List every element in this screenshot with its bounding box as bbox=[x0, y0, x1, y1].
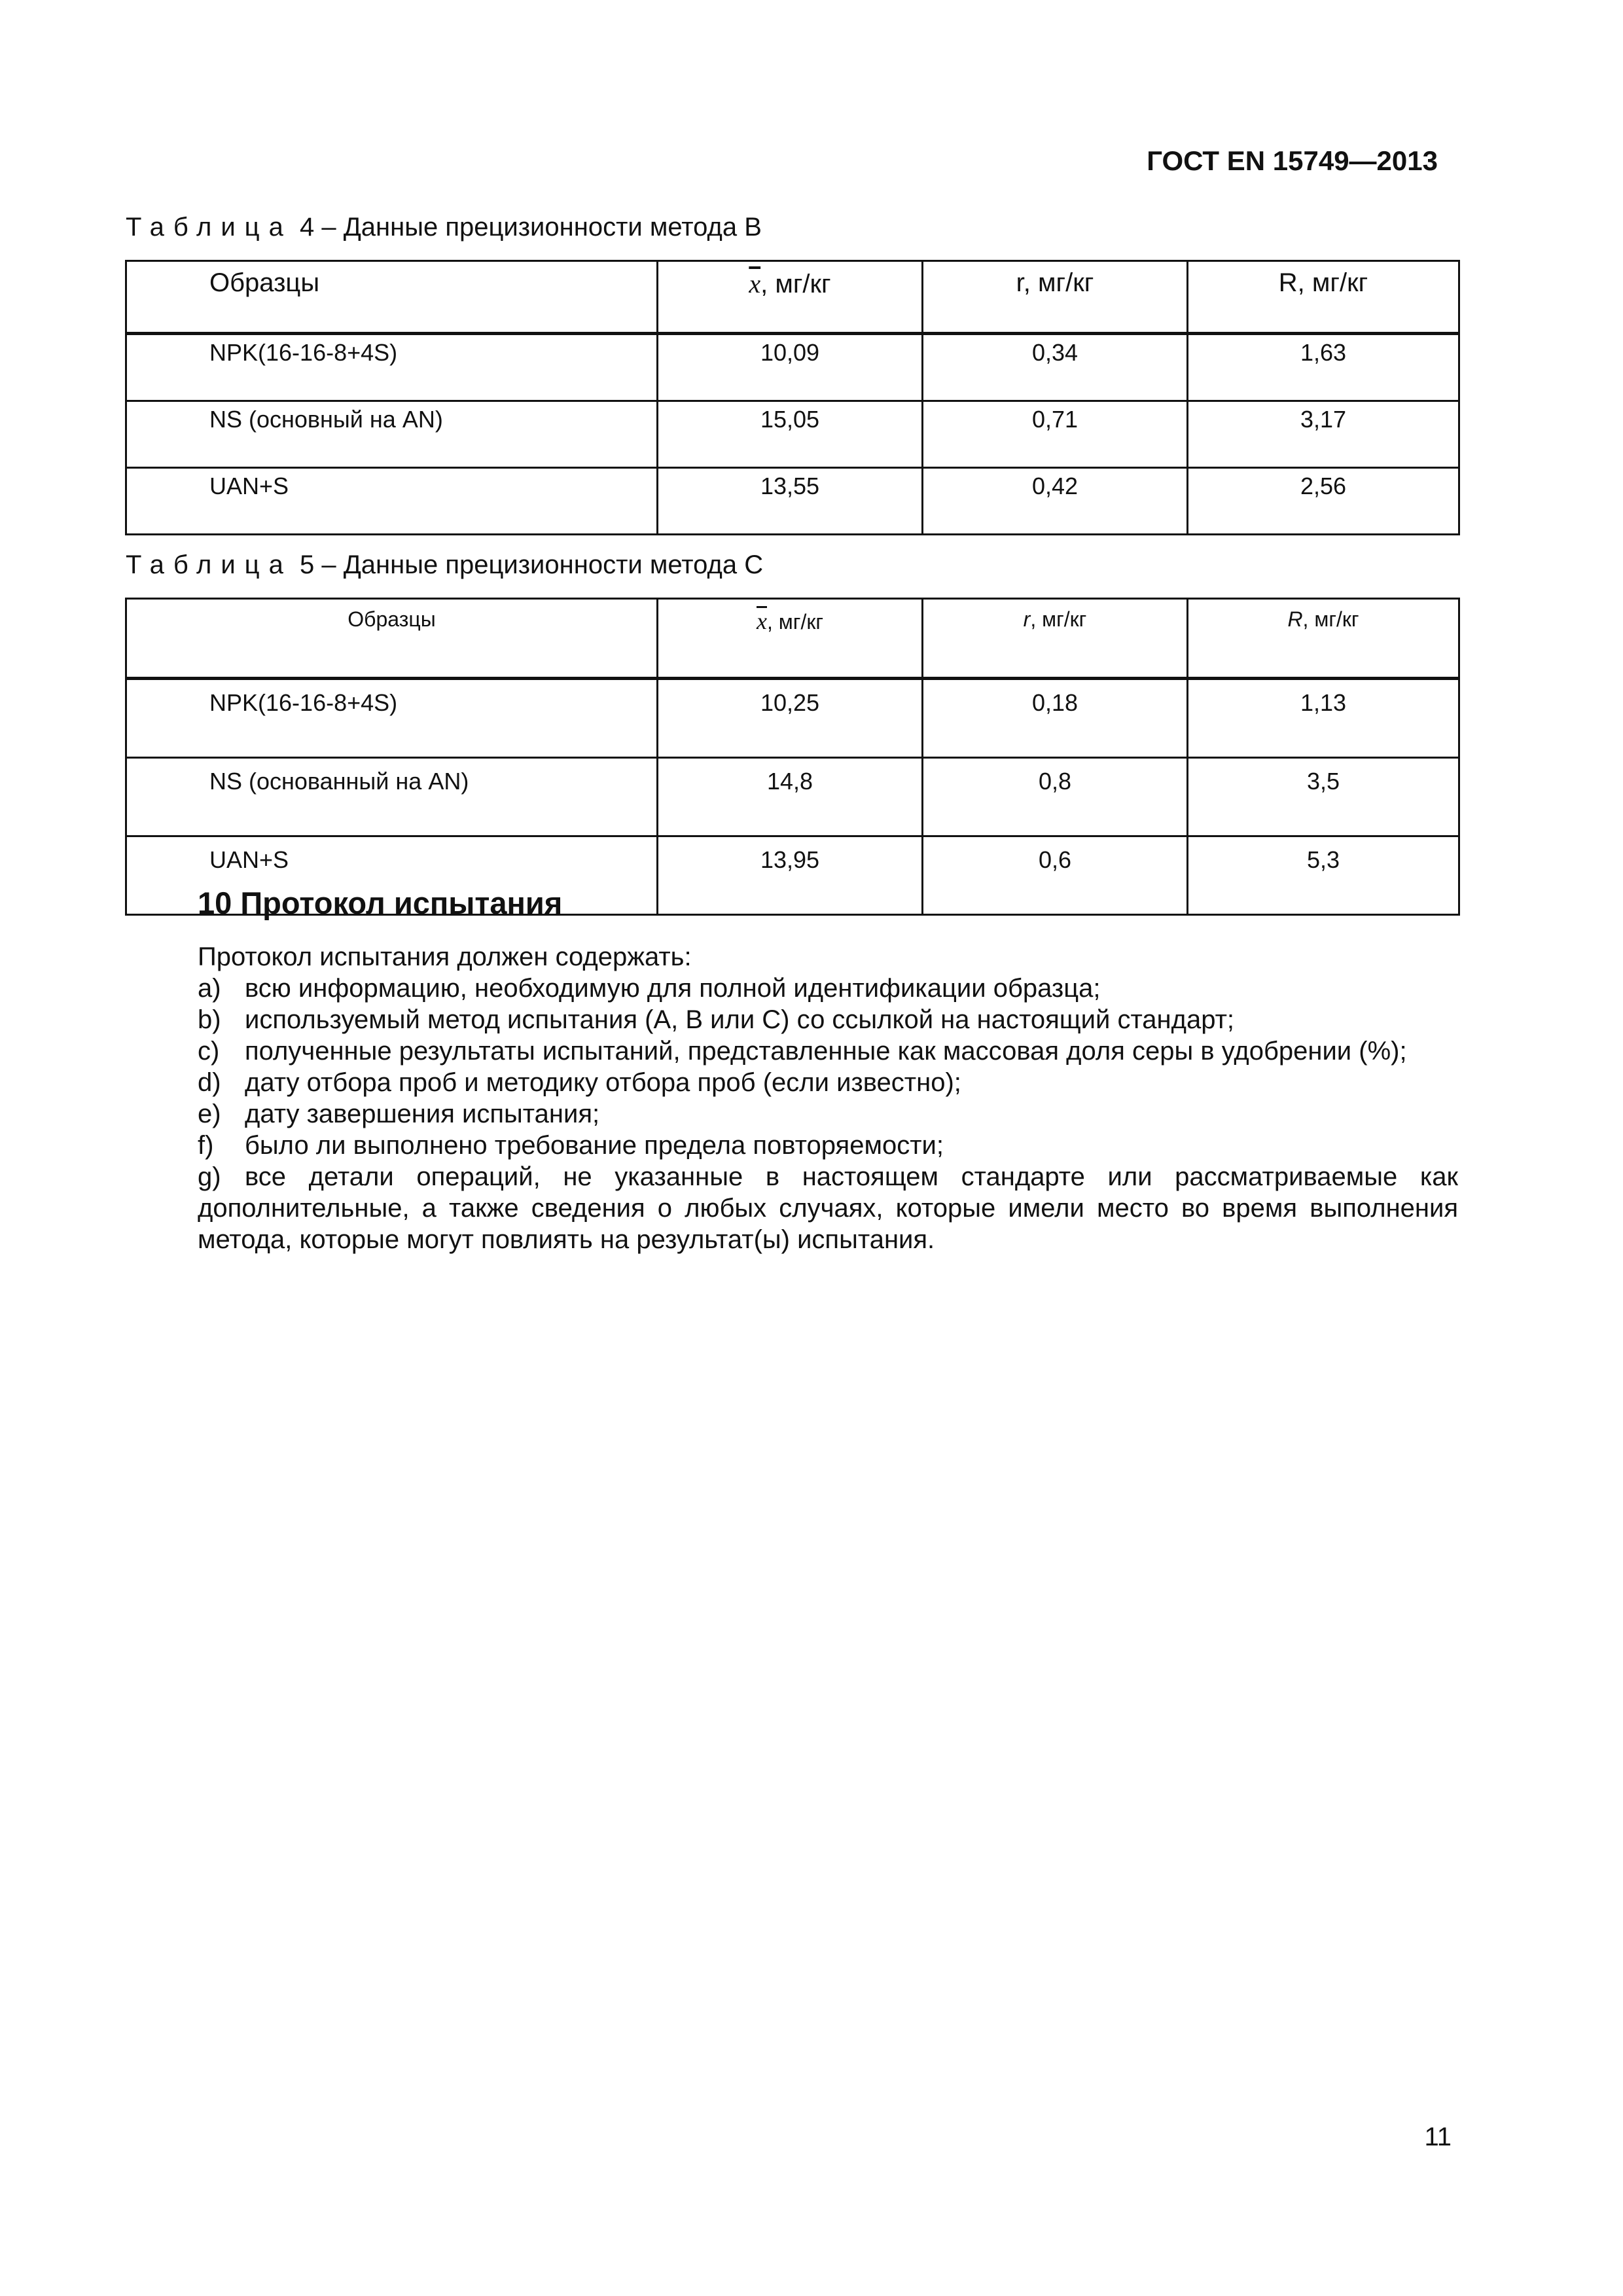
R-symbol: R bbox=[1287, 607, 1303, 631]
list-item-text: дату отбора проб и методику отбора проб (если известно); bbox=[245, 1068, 961, 1097]
table-4-header-samples: Образцы bbox=[126, 261, 658, 334]
table-cell: 13,55 bbox=[658, 468, 923, 535]
list-item-text: полученные результаты испытаний, представленные как массовая доля серы в удобрении (%); bbox=[245, 1037, 1407, 1066]
list-item-text: дату завершения испытания; bbox=[245, 1100, 600, 1128]
table-cell: 10,25 bbox=[658, 679, 923, 758]
x-bar-symbol: $\overline{x}$ bbox=[749, 269, 761, 298]
list-item-text: всю информацию, необходимую для полной идентификации образца; bbox=[245, 974, 1101, 1003]
table-4-header-reproducibility: R, мг/кг bbox=[1188, 261, 1459, 334]
list-item-text: было ли выполнено требование предела повторяемости; bbox=[245, 1131, 944, 1160]
table-5-caption-text: 5 – Данные прецизионности метода С bbox=[299, 550, 764, 579]
list-item bbox=[126, 1130, 1458, 1161]
list-marker: e) bbox=[198, 1100, 221, 1128]
table-cell: 3,5 bbox=[1188, 758, 1459, 836]
list-marker: c) bbox=[198, 1037, 220, 1066]
table-row bbox=[126, 679, 1459, 758]
table-4-caption bbox=[126, 213, 762, 242]
table-4-header-mean-unit: , мг/кг bbox=[760, 270, 831, 298]
list-marker: b) bbox=[198, 1005, 221, 1034]
table-row bbox=[126, 401, 1459, 468]
list-item-text: все детали операций, не указанные в настоящем стандарте или рассматриваемые как дополнительные, а также сведения о любых случаях, которые имели место во время выполнения метода, которые могут повлиять на результат(ы) испытания. bbox=[198, 1162, 1458, 1254]
table-4-caption-word: Таблица bbox=[126, 213, 293, 242]
table-cell: 2,56 bbox=[1188, 468, 1459, 535]
list-marker: g) bbox=[198, 1162, 221, 1191]
list-marker: f) bbox=[198, 1131, 214, 1160]
table-cell: UAN+S bbox=[126, 468, 658, 535]
table-cell: 13,95 bbox=[658, 836, 923, 915]
table-5-header-row bbox=[126, 599, 1459, 679]
r-symbol: r bbox=[1023, 607, 1031, 631]
table-cell: 0,71 bbox=[923, 401, 1188, 468]
table-5-header-R-unit: , мг/кг bbox=[1302, 607, 1359, 631]
list-marker: d) bbox=[198, 1068, 221, 1097]
table-5-header-mean-unit: , мг/кг bbox=[766, 610, 823, 634]
section-intro: Протокол испытания должен содержать: bbox=[198, 942, 692, 971]
list-item bbox=[126, 1004, 1458, 1035]
table-cell: NS (основный на AN) bbox=[126, 401, 658, 468]
table-cell: UAN+S bbox=[126, 836, 658, 915]
section-heading: 10 Протокол испытания bbox=[198, 886, 563, 920]
table-5-header-reproducibility bbox=[1188, 599, 1459, 679]
list-marker: a) bbox=[198, 974, 221, 1003]
list-item bbox=[126, 1098, 1458, 1130]
list-item bbox=[126, 1161, 1458, 1255]
table-cell: 10,09 bbox=[658, 334, 923, 401]
table-4-header-row bbox=[126, 261, 1459, 334]
table-cell: 0,42 bbox=[923, 468, 1188, 535]
list-item bbox=[126, 1035, 1458, 1067]
table-cell: 1,13 bbox=[1188, 679, 1459, 758]
table-5-caption bbox=[126, 550, 763, 580]
page-number: 11 bbox=[1424, 2123, 1452, 2151]
table-cell: 1,63 bbox=[1188, 334, 1459, 401]
list-item bbox=[126, 973, 1458, 1004]
table-5 bbox=[125, 598, 1460, 916]
table-row bbox=[126, 758, 1459, 836]
table-5-caption-word: Таблица bbox=[126, 550, 293, 579]
table-cell: NPK(16-16-8+4S) bbox=[126, 679, 658, 758]
table-row bbox=[126, 468, 1459, 535]
table-4-header-repeatability: r, мг/кг bbox=[923, 261, 1188, 334]
table-4-header-mean bbox=[658, 261, 923, 334]
section-body bbox=[126, 941, 1458, 1255]
table-cell: 0,18 bbox=[923, 679, 1188, 758]
x-bar-symbol: $\overline{x}$ bbox=[757, 608, 767, 634]
list-item bbox=[126, 1067, 1458, 1098]
table-5-header-mean bbox=[658, 599, 923, 679]
table-row bbox=[126, 334, 1459, 401]
table-cell: 0,8 bbox=[923, 758, 1188, 836]
list-item-text: используемый метод испытания (А, В или С) со ссылкой на настоящий стандарт; bbox=[245, 1005, 1235, 1034]
table-cell: NS (основанный на AN) bbox=[126, 758, 658, 836]
table-5-header-repeatability bbox=[923, 599, 1188, 679]
table-cell: 0,34 bbox=[923, 334, 1188, 401]
table-5-header-samples: Образцы bbox=[126, 599, 658, 679]
table-cell: 14,8 bbox=[658, 758, 923, 836]
table-4 bbox=[125, 260, 1460, 535]
document-header: ГОСТ EN 15749—2013 bbox=[1147, 145, 1438, 176]
table-4-caption-text: 4 – Данные прецизионности метода В bbox=[299, 213, 762, 242]
table-cell: 0,6 bbox=[923, 836, 1188, 915]
table-cell: 3,17 bbox=[1188, 401, 1459, 468]
table-cell: NPK(16-16-8+4S) bbox=[126, 334, 658, 401]
table-5-header-r-unit: , мг/кг bbox=[1030, 607, 1087, 631]
table-cell: 5,3 bbox=[1188, 836, 1459, 915]
table-cell: 15,05 bbox=[658, 401, 923, 468]
